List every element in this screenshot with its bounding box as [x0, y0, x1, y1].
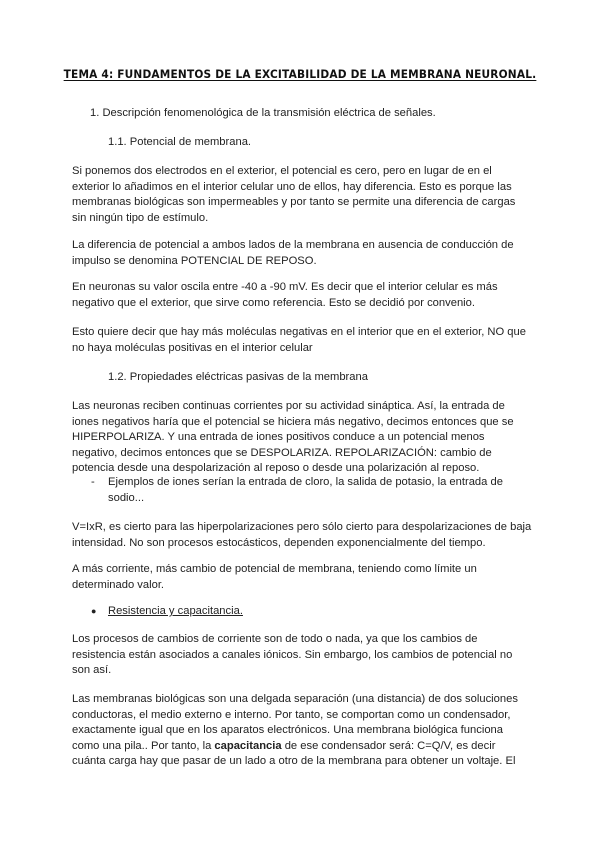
paragraph-line: potencia desde una despolarización al reposo o desde una polarización al reposo.	[72, 462, 480, 475]
paragraph-line: Si ponemos dos electrodos en el exterior, el potencial es cero, pero en lugar de en el	[72, 165, 492, 177]
paragraph-line	[72, 739, 534, 755]
bullet-heading: Resistencia y capacitancia.	[108, 605, 243, 617]
paragraph-line: impulso se denomina POTENCIAL DE REPOSO.	[72, 254, 317, 267]
bullet-marker: ●	[91, 606, 97, 616]
paragraph-line: negativo que el exterior, que sirve como referencia. Esto se decidió por convenio.	[72, 296, 475, 309]
paragraph-line: V=IxR, es cierto para las hiperpolarizaciones pero sólo cierto para despolarizaciones de baja	[72, 521, 532, 533]
paragraph-line: La diferencia de potencial a ambos lados de la membrana en ausencia de conducción de	[72, 239, 514, 251]
paragraph-line: negativo, decimos entonces que se DESPOLARIZA. REPOLARIZACIÓN: cambio de	[72, 446, 492, 459]
paragraph-line: Las neuronas reciben continuas corrientes por su actividad sináptica. Así, la entrada de	[72, 400, 505, 412]
paragraph-line: Esto quiere decir que hay más moléculas negativas en el interior que en el exterior, NO que	[72, 326, 526, 338]
paragraph-line: En neuronas su valor oscila entre -40 a -90 mV. Es decir que el interior celular es más	[72, 281, 498, 293]
subsection-heading-1-1: 1.1. Potencial de membrana.	[108, 136, 252, 148]
subsection-heading-1-2: 1.2. Propiedades eléctricas pasivas de la membrana	[108, 371, 368, 383]
paragraph-line: membranas biológicas son impermeables y por tanto se permite una diferencia de cargas	[72, 196, 516, 209]
section-heading-1: 1. Descripción fenomenológica de la transmisión eléctrica de señales.	[90, 107, 436, 119]
text-run: como una pila.. Por tanto, la	[72, 739, 215, 752]
paragraph-line: resistencia están asociados a canales iónicos. Sin embargo, los cambios de potencial no	[72, 648, 513, 661]
paragraph-line: son así.	[72, 664, 112, 677]
paragraph-line: Los procesos de cambios de corriente son de todo o nada, ya que los cambios de	[72, 633, 478, 645]
paragraph-line: conductoras, el medio externo e interno. Por tanto, se comportan como un condensador,	[72, 708, 511, 721]
dash-marker: -	[91, 476, 95, 488]
paragraph-line: HIPERPOLARIZA. Y una entrada de iones positivos conduce a un potencial menos	[72, 431, 485, 444]
paragraph-line: determinado valor.	[72, 578, 165, 591]
paragraph-line: exterior lo añadimos en el interior celular uno de ellos, hay diferencia. Esto es porque las	[72, 180, 512, 193]
paragraph-line: intensidad. No son procesos estocásticos, dependen exponencialmente del tiempo.	[72, 536, 486, 549]
text-run: de ese condensador será: C=Q/V, es decir	[281, 739, 496, 752]
page-title: TEMA 4: FUNDAMENTOS DE LA EXCITABILIDAD DE LA MEMBRANA NEURONAL.	[63, 67, 537, 81]
paragraph-line: no haya moléculas positivas en el interior celular	[72, 341, 313, 354]
list-item-line: sodio...	[108, 491, 145, 504]
paragraph-line: iones negativos haría que el potencial se hiciera más negativo, decimos entonces que se	[72, 415, 514, 428]
list-item-line: Ejemplos de iones serían la entrada de cloro, la salida de potasio, la entrada de	[108, 476, 503, 488]
bold-term-capacitancia: capacitancia	[214, 739, 282, 752]
paragraph-line: A más corriente, más cambio de potencial de membrana, teniendo como límite un	[72, 563, 477, 575]
paragraph-line: Las membranas biológicas son una delgada separación (una distancia) de dos soluciones	[72, 693, 518, 705]
paragraph-line: sin ningún tipo de estímulo.	[72, 211, 209, 224]
paragraph-line: cuánta carga hay que pasar de un lado a otro de la membrana para obtener un voltaje. El	[72, 755, 516, 768]
paragraph-line: exactamente igual que en los aparatos electrónicos. Una membrana biológica funciona	[72, 724, 503, 737]
